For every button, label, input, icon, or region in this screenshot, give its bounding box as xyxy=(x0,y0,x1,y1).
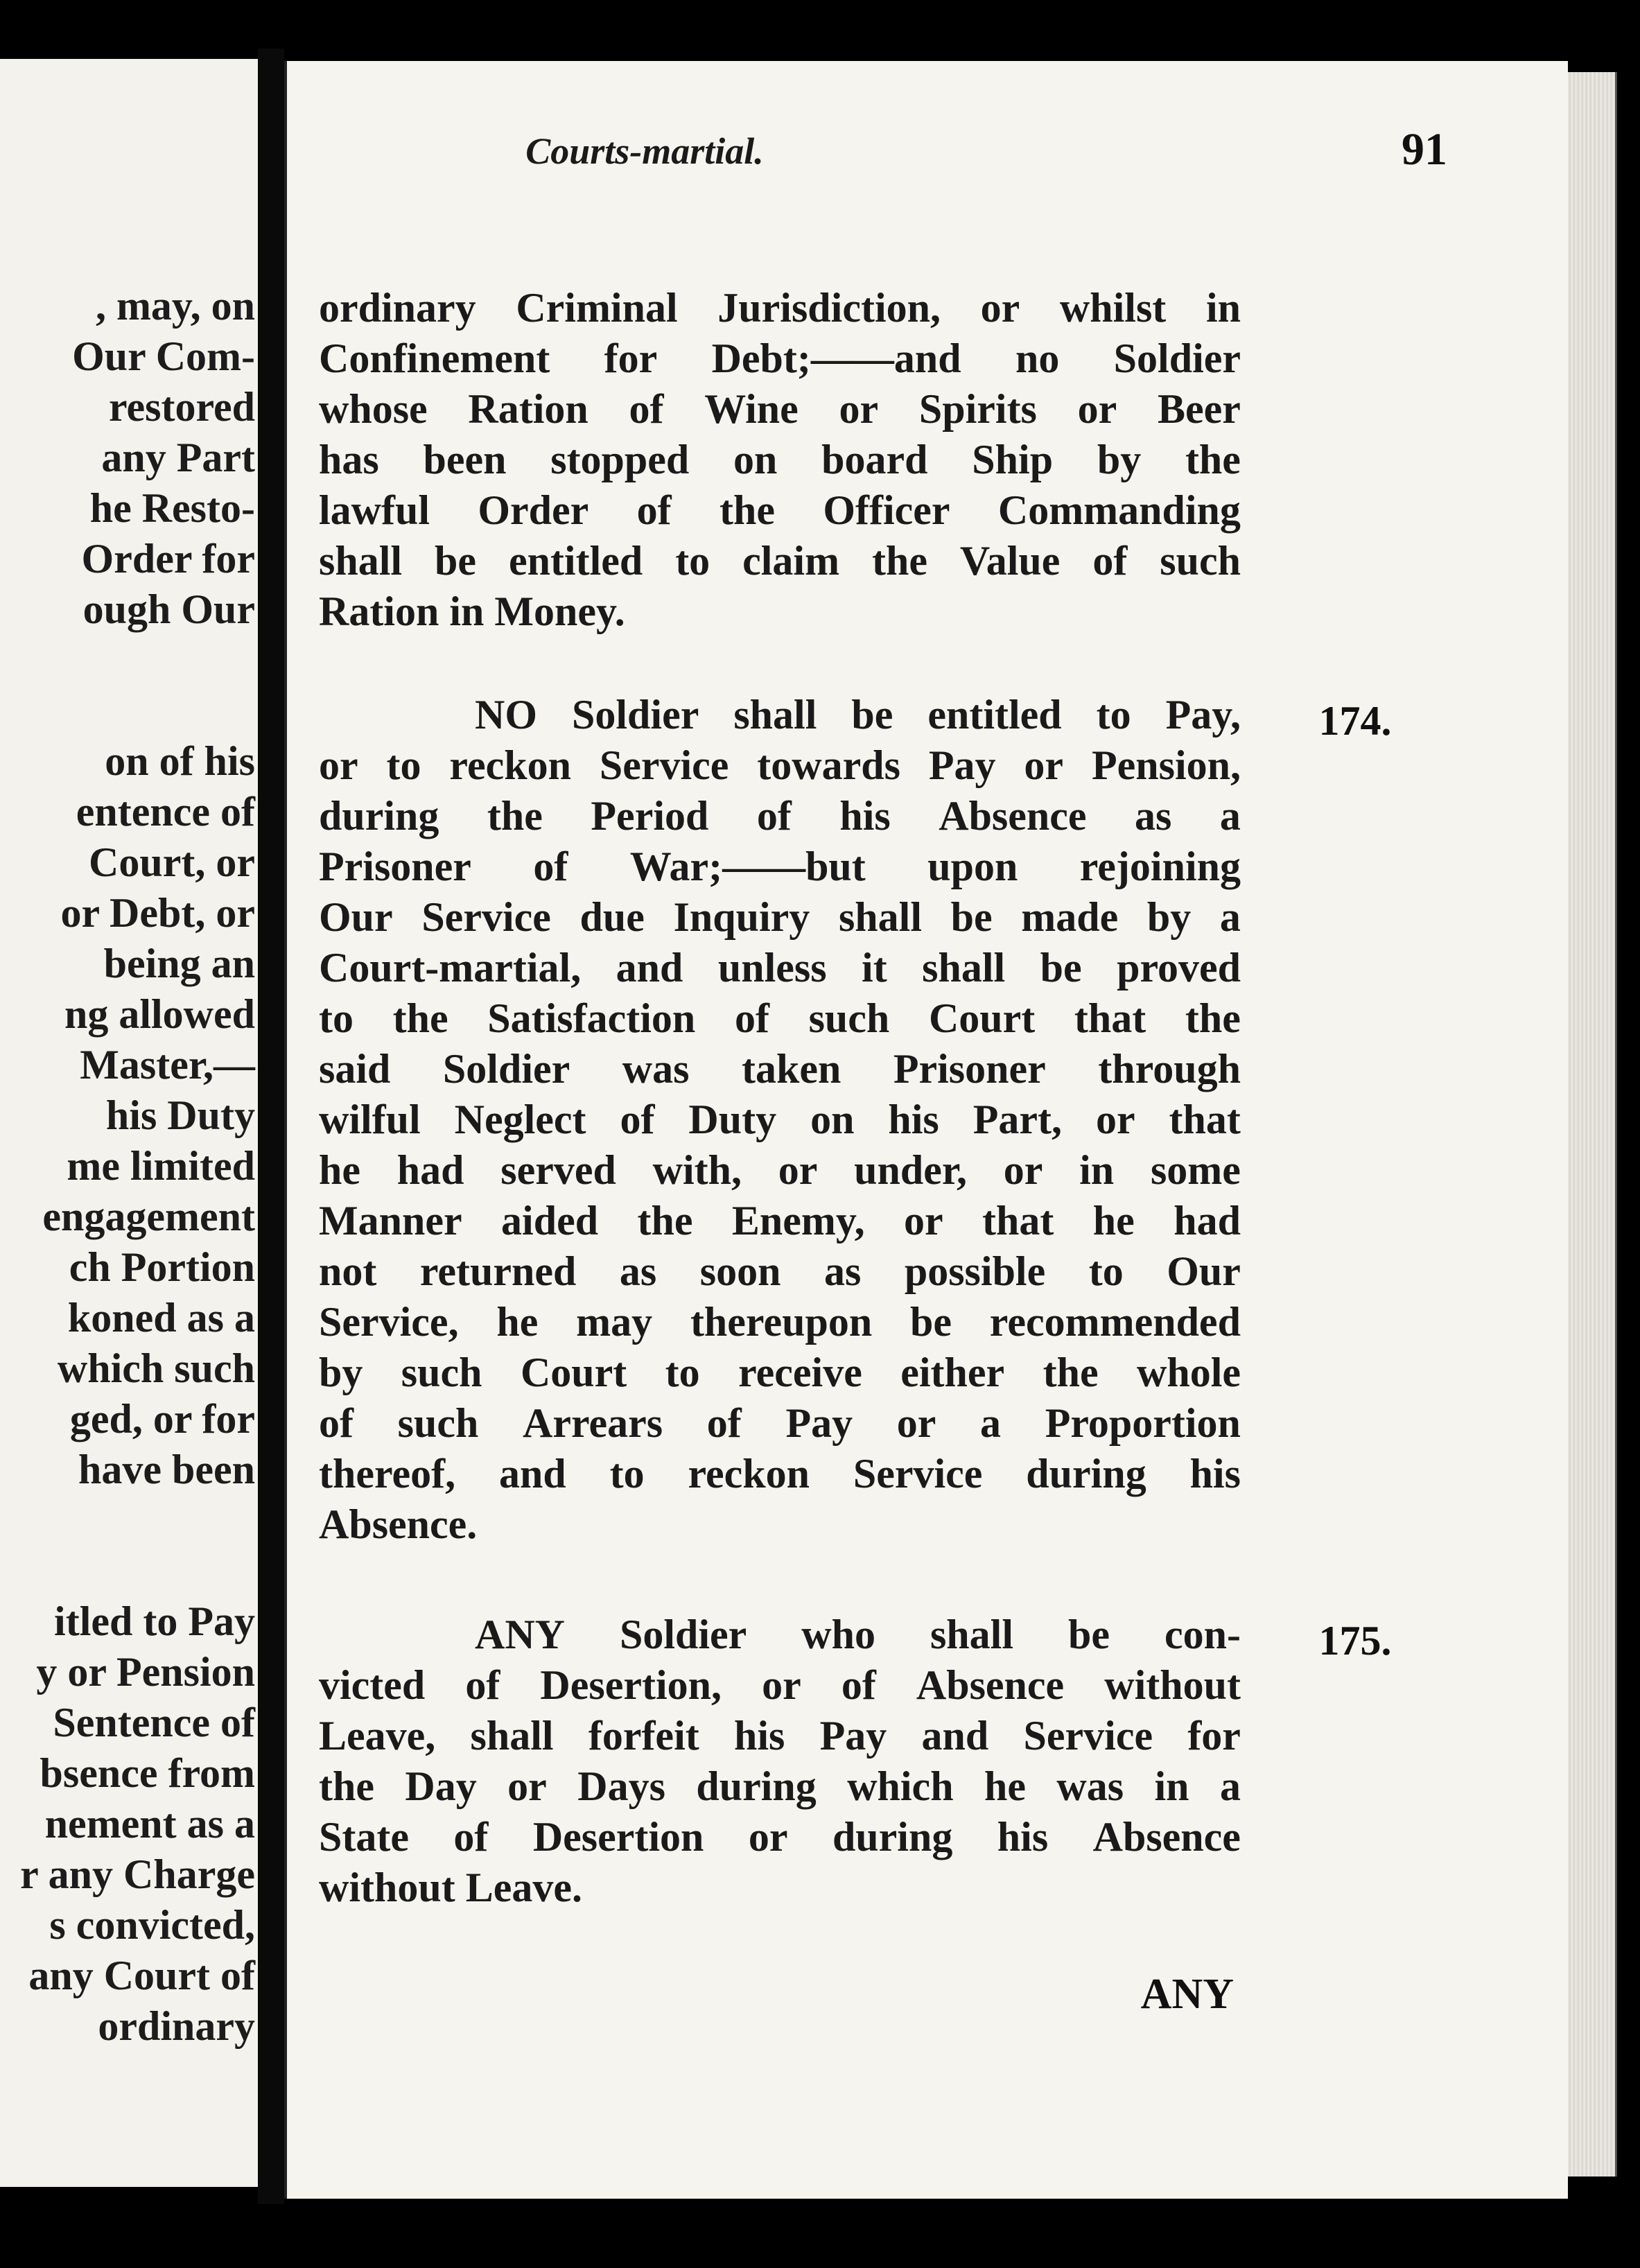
facing-page-text xyxy=(20,281,255,2052)
facing-page-line: Master,— xyxy=(80,1042,255,1088)
facing-page-line: ordinary xyxy=(98,2003,255,2049)
facing-page-line: , may, on xyxy=(95,283,255,329)
text-line: NO Soldier shall be entitled to Pay, xyxy=(475,692,1241,738)
facing-page-line: r any Charge xyxy=(20,1851,255,1897)
facing-page-line: his Duty xyxy=(105,1092,255,1138)
text-line: Leave, shall forfeit his Pay and Service for xyxy=(319,1713,1241,1759)
text-line: wilful Neglect of Duty on his Part, or that xyxy=(319,1097,1241,1142)
facing-page-line: koned as a xyxy=(67,1295,255,1341)
facing-page-line: me limited xyxy=(67,1143,255,1189)
facing-page-line: Court, or xyxy=(89,839,255,885)
facing-page-line: restored xyxy=(108,384,255,430)
paragraph-175 xyxy=(319,1610,1241,1913)
facing-page-line xyxy=(20,1546,255,1596)
facing-page-line: Order for xyxy=(81,536,255,582)
text-line: whose Ration of Wine or Spirits or Beer xyxy=(319,386,1241,432)
text-line: he had served with, or under, or in some xyxy=(319,1147,1241,1193)
facing-page-line: he Resto- xyxy=(89,485,255,531)
text-line: Prisoner of War;——but upon rejoining xyxy=(319,844,1241,889)
text-line: or to reckon Service towards Pay or Pension, xyxy=(319,742,1241,788)
facing-page-line: ged, or for xyxy=(69,1396,255,1442)
text-line: shall be entitled to claim the Value of such xyxy=(319,538,1241,584)
text-line: to the Satisfaction of such Court that the xyxy=(319,995,1241,1041)
text-line: by such Court to receive either the whole xyxy=(319,1350,1241,1395)
facing-page-line: or Debt, or xyxy=(60,890,255,936)
facing-page-line: nement as a xyxy=(44,1801,255,1847)
text-line: State of Desertion or during his Absence xyxy=(319,1814,1241,1860)
catchword: ANY xyxy=(1140,1971,1234,2018)
text-line: lawful Order of the Officer Commanding xyxy=(319,487,1241,533)
paragraph-174 xyxy=(319,690,1241,1550)
page-edges xyxy=(1568,72,1617,2177)
facing-page-line xyxy=(20,1495,255,1546)
text-line: not returned as soon as possible to Our xyxy=(319,1248,1241,1294)
text-line: Manner aided the Enemy, or that he had xyxy=(319,1198,1241,1244)
text-line: victed of Desertion, or of Absence without xyxy=(319,1662,1241,1708)
text-line: thereof, and to reckon Service during his xyxy=(319,1451,1241,1497)
facing-page-line: Sentence of xyxy=(53,1700,255,1745)
page-number: 91 xyxy=(1402,124,1447,175)
facing-page-line: any Court of xyxy=(28,1953,255,1998)
paragraph-continuation xyxy=(319,283,1241,637)
text-line: said Soldier was taken Prisoner through xyxy=(319,1046,1241,1092)
text-line: Confinement for Debt;——and no Soldier xyxy=(319,335,1241,381)
facing-page-line: Our Com- xyxy=(72,333,255,379)
text-line: Ration in Money. xyxy=(319,588,625,634)
text-line: Service, he may thereupon be recommended xyxy=(319,1299,1241,1345)
facing-page-line: being an xyxy=(103,941,255,986)
facing-page xyxy=(0,59,258,2187)
text-line: has been stopped on board Ship by the xyxy=(319,437,1241,482)
facing-page-line: ch Portion xyxy=(69,1244,255,1290)
facing-page-line: bsence from xyxy=(40,1750,255,1796)
facing-page-line: itled to Pay xyxy=(54,1598,255,1644)
text-line: during the Period of his Absence as a xyxy=(319,793,1241,839)
text-line: ANY Soldier who shall be con- xyxy=(475,1612,1241,1657)
facing-page-line: entence of xyxy=(76,789,255,835)
facing-page-line: any Part xyxy=(101,435,255,480)
text-line: Absence. xyxy=(319,1501,478,1547)
text-line: without Leave. xyxy=(319,1865,582,1910)
facing-page-line: on of his xyxy=(105,738,255,784)
text-line: Our Service due Inquiry shall be made by a xyxy=(319,894,1241,940)
text-line: Court-martial, and unless it shall be proved xyxy=(319,945,1241,991)
facing-page-line: ng allowed xyxy=(64,991,255,1037)
facing-page-line xyxy=(20,635,255,686)
facing-page-line: s convicted, xyxy=(49,1902,255,1948)
facing-page-line: have been xyxy=(78,1447,255,1492)
facing-page-line: which such xyxy=(57,1345,255,1391)
facing-page-line: y or Pension xyxy=(36,1649,255,1695)
facing-page-line: engagement xyxy=(42,1194,255,1239)
text-line: ordinary Criminal Jurisdiction, or whilst in xyxy=(319,285,1241,331)
running-head: Courts-martial. xyxy=(525,130,764,172)
text-line: of such Arrears of Pay or a Proportion xyxy=(319,1400,1241,1446)
section-number-175: 175. xyxy=(1318,1618,1392,1664)
section-number-174: 174. xyxy=(1318,698,1392,744)
facing-page-line: ough Our xyxy=(82,586,255,632)
book-gutter xyxy=(258,49,284,2204)
facing-page-line xyxy=(20,686,255,736)
text-line: the Day or Days during which he was in a xyxy=(319,1763,1241,1809)
